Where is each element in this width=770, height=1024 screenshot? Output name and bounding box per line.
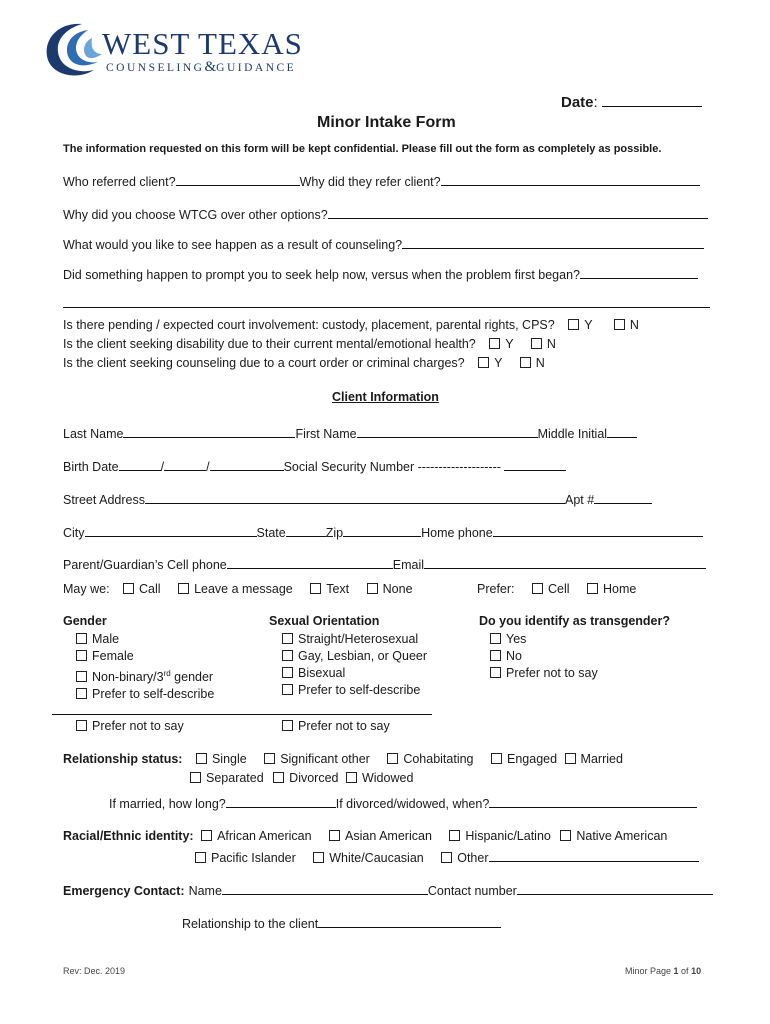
widowed-label: Widowed <box>361 771 414 785</box>
separated-checkbox[interactable] <box>190 772 201 783</box>
racial-row-1 <box>63 829 667 843</box>
engaged-label: Engaged <box>507 752 558 766</box>
pacific-islander-checkbox[interactable] <box>195 852 206 863</box>
who-referred-input[interactable] <box>176 173 300 186</box>
relationship-row-1 <box>63 752 623 766</box>
last-name-label: Last Name <box>63 427 124 441</box>
page-total: 10 <box>691 966 702 976</box>
disability-no-checkbox[interactable] <box>531 338 542 349</box>
hispanic-label: Hispanic/Latino <box>465 829 551 843</box>
apt-label: Apt # <box>565 493 595 507</box>
address-row <box>63 491 652 507</box>
date-label: Date <box>561 94 594 111</box>
transgender-option[interactable] <box>490 665 598 682</box>
relationship-row-2 <box>190 771 413 785</box>
emergency-relationship-row <box>182 915 501 931</box>
leave-message-checkbox[interactable] <box>178 583 189 594</box>
gender-heading: Gender <box>63 614 107 628</box>
married-label: Married <box>580 752 623 766</box>
single-label: Single <box>211 752 247 766</box>
gender-options <box>76 631 214 703</box>
significant-other-label: Significant other <box>280 752 370 766</box>
gender-not-say[interactable] <box>76 719 184 733</box>
emergency-relationship-label: Relationship to the client <box>182 917 319 931</box>
court-order-yes-label: Y <box>494 356 503 370</box>
self-describe-line[interactable] <box>52 714 432 715</box>
orientation-gay-label: Gay, Lesbian, or Queer <box>298 649 428 663</box>
engaged-checkbox[interactable] <box>491 753 502 764</box>
african-american-checkbox[interactable] <box>201 830 212 841</box>
divorced-when-label: If divorced/widowed, when? <box>335 797 490 811</box>
email-label: Email <box>392 558 425 572</box>
disability-no-label: N <box>546 337 556 351</box>
first-name-input[interactable] <box>357 425 538 438</box>
birth-row <box>63 458 566 474</box>
court-order-label: Is the client seeking counseling due to a court order or criminal charges? <box>63 356 465 370</box>
white-checkbox[interactable] <box>313 852 324 863</box>
last-name-input[interactable] <box>123 425 295 438</box>
gender-self-describe-label: Prefer to self-describe <box>92 687 215 702</box>
apt-input[interactable] <box>594 491 652 504</box>
call-checkbox[interactable] <box>123 583 134 594</box>
gender-male-label: Male <box>92 632 120 646</box>
orientation-not-say-label: Prefer not to say <box>298 719 390 733</box>
referral-row <box>63 173 700 189</box>
text-checkbox[interactable] <box>310 583 321 594</box>
disability-row <box>63 337 556 351</box>
prompt-row <box>63 266 698 282</box>
transgender-yes-checkbox[interactable] <box>490 633 501 644</box>
home-phone-input[interactable] <box>493 524 703 537</box>
court-no-checkbox[interactable] <box>614 319 625 330</box>
why-refer-input[interactable] <box>441 173 700 186</box>
cell-input[interactable] <box>227 556 393 569</box>
disability-yes-label: Y <box>505 337 514 351</box>
logo-sub-a: COUNSELING <box>106 62 205 74</box>
logo-subtitle <box>106 59 296 76</box>
native-american-checkbox[interactable] <box>560 830 571 841</box>
prompt-label: Did something happen to prompt you to seek help now, versus when the problem first began? <box>63 268 580 282</box>
transgender-no-label: No <box>506 649 522 663</box>
page-prefix: Minor Page <box>625 966 674 976</box>
orientation-bisexual-label: Bisexual <box>298 666 346 680</box>
prompt-continuation-line[interactable] <box>63 307 710 308</box>
ssn-label: Social Security Number -------------------- <box>283 460 501 474</box>
zip-label: Zip <box>325 526 344 540</box>
gender-option[interactable] <box>76 631 214 648</box>
name-row <box>63 425 637 441</box>
logo-sub-b: GUIDANCE <box>216 62 297 74</box>
cohabitating-checkbox[interactable] <box>387 753 398 764</box>
happen-row <box>63 236 704 252</box>
transgender-not-say-checkbox[interactable] <box>490 667 501 678</box>
street-input[interactable] <box>145 491 565 504</box>
racial-label: Racial/Ethnic identity: <box>63 829 194 843</box>
who-referred-label: Who referred client? <box>63 175 176 189</box>
logo-title: WEST TEXAS <box>102 26 303 61</box>
orientation-option[interactable] <box>282 648 427 665</box>
date-input[interactable] <box>602 94 702 107</box>
asian-american-label: Asian American <box>345 829 432 843</box>
transgender-option[interactable] <box>490 648 598 665</box>
zip-input[interactable] <box>343 524 421 537</box>
married-how-long-input[interactable] <box>226 795 336 808</box>
revision-date: Rev: Dec. 2019 <box>63 966 126 976</box>
married-checkbox[interactable] <box>565 753 576 764</box>
transgender-option[interactable] <box>490 631 598 648</box>
orientation-gay-checkbox[interactable] <box>282 650 293 661</box>
city-row <box>63 524 703 540</box>
gender-option[interactable] <box>76 665 214 686</box>
pacific-islander-label: Pacific Islander <box>211 851 296 865</box>
orientation-bisexual-checkbox[interactable] <box>282 667 293 678</box>
leave-message-label: Leave a message <box>194 582 293 596</box>
slash-2: / <box>206 460 210 474</box>
court-label: Is there pending / expected court involvement: custody, placement, parental rights, CPS? <box>63 318 555 332</box>
native-american-label: Native American <box>576 829 668 843</box>
gender-nonbinary-label: Non-binary/3 <box>92 670 164 685</box>
prefer-home-checkbox[interactable] <box>587 583 598 594</box>
confidential-notice: The information requested on this form will be kept confidential. Please fill out the form as completely as possible. <box>63 143 662 155</box>
disability-yes-checkbox[interactable] <box>489 338 500 349</box>
transgender-options <box>490 631 598 682</box>
other-race-checkbox[interactable] <box>441 852 452 863</box>
court-order-no-label: N <box>535 356 545 370</box>
email-input[interactable] <box>424 556 706 569</box>
first-name-label: First Name <box>295 427 357 441</box>
orientation-not-say[interactable] <box>282 719 390 733</box>
none-label: None <box>382 582 413 596</box>
disability-label: Is the client seeking disability due to their current mental/emotional health? <box>63 337 476 351</box>
home-phone-label: Home phone <box>421 526 493 540</box>
prompt-input[interactable] <box>580 266 698 279</box>
client-info-heading: Client Information <box>332 390 439 404</box>
call-label: Call <box>139 582 161 596</box>
orientation-option[interactable] <box>282 665 427 682</box>
logo <box>42 20 332 78</box>
relationship-label: Relationship status: <box>63 752 183 766</box>
page-num: 1 <box>673 966 679 976</box>
happen-input[interactable] <box>402 236 704 249</box>
court-order-row <box>63 356 545 370</box>
gender-female-label: Female <box>92 649 134 663</box>
hispanic-checkbox[interactable] <box>449 830 460 841</box>
court-yes-checkbox[interactable] <box>568 319 579 330</box>
other-race-label: Other <box>457 851 489 865</box>
prefer-label: Prefer: <box>477 582 515 596</box>
orientation-option[interactable] <box>282 631 427 648</box>
logo-swirl-icon <box>42 20 106 78</box>
city-label: City <box>63 526 85 540</box>
emergency-name-input[interactable] <box>222 882 428 895</box>
may-we-label: May we: <box>63 582 110 596</box>
orientation-straight-label: Straight/Heterosexual <box>298 632 419 646</box>
white-label: White/Caucasian <box>329 851 424 865</box>
divorced-when-input[interactable] <box>489 795 697 808</box>
court-row <box>63 318 639 332</box>
cohabitating-label: Cohabitating <box>403 752 474 766</box>
ssn-input[interactable] <box>504 458 566 471</box>
gender-suffix: gender <box>170 670 214 685</box>
orientation-heading: Sexual Orientation <box>269 614 380 628</box>
state-label: State <box>256 526 286 540</box>
birth-year-input[interactable] <box>210 458 284 471</box>
single-checkbox[interactable] <box>196 753 207 764</box>
orientation-self-describe-checkbox[interactable] <box>282 684 293 695</box>
significant-other-checkbox[interactable] <box>264 753 275 764</box>
prefer-cell-label: Cell <box>548 582 570 596</box>
text-label: Text <box>326 582 350 596</box>
court-order-no-checkbox[interactable] <box>520 357 531 368</box>
orientation-self-describe-label: Prefer to self-describe <box>298 683 421 697</box>
prefer-row <box>477 582 636 596</box>
emergency-name-label: Name <box>188 884 222 898</box>
prefer-home-label: Home <box>603 582 637 596</box>
happen-label: What would you like to see happen as a result of counseling? <box>63 238 403 252</box>
gender-sup: rd <box>163 669 171 678</box>
prefer-cell-checkbox[interactable] <box>532 583 543 594</box>
cell-label: Parent/Guardian’s Cell phone <box>63 558 227 572</box>
state-input[interactable] <box>286 524 326 537</box>
married-divorced-row <box>109 795 697 811</box>
asian-american-checkbox[interactable] <box>329 830 340 841</box>
birth-month-input[interactable] <box>119 458 161 471</box>
cell-row <box>63 556 706 572</box>
logo-amp: & <box>204 59 217 75</box>
date-colon: : <box>593 94 598 111</box>
racial-row-2 <box>195 849 699 865</box>
gender-not-say-checkbox[interactable] <box>76 720 87 731</box>
orientation-options <box>282 631 427 699</box>
orientation-not-say-checkbox[interactable] <box>282 720 293 731</box>
transgender-heading: Do you identify as transgender? <box>479 614 671 628</box>
emergency-relationship-input[interactable] <box>318 915 501 928</box>
african-american-label: African American <box>217 829 312 843</box>
page-number <box>625 966 701 976</box>
court-order-yes-checkbox[interactable] <box>478 357 489 368</box>
gender-option[interactable] <box>76 648 214 665</box>
gender-nonbinary-checkbox[interactable] <box>76 671 87 682</box>
emergency-label: Emergency Contact: <box>63 884 185 898</box>
middle-initial-label: Middle Initial <box>537 427 608 441</box>
gender-option[interactable] <box>76 686 214 703</box>
page-title: Minor Intake Form <box>317 114 456 131</box>
other-race-input[interactable] <box>489 849 699 862</box>
orientation-straight-checkbox[interactable] <box>282 633 293 644</box>
orientation-option[interactable] <box>282 682 427 699</box>
contact-row <box>63 582 413 596</box>
gender-male-checkbox[interactable] <box>76 633 87 644</box>
married-how-long-label: If married, how long? <box>109 797 226 811</box>
none-checkbox[interactable] <box>367 583 378 594</box>
court-yes-label: Y <box>584 318 593 332</box>
city-input[interactable] <box>85 524 257 537</box>
birth-date-label: Birth Date <box>63 460 119 474</box>
divorced-checkbox[interactable] <box>273 772 284 783</box>
page-of: of <box>678 966 692 976</box>
birth-day-input[interactable] <box>164 458 206 471</box>
emergency-row <box>63 882 713 898</box>
why-refer-label: Why did they refer client? <box>299 175 441 189</box>
why-choose-input[interactable] <box>328 206 708 219</box>
gender-female-checkbox[interactable] <box>76 650 87 661</box>
widowed-checkbox[interactable] <box>346 772 357 783</box>
emergency-number-input[interactable] <box>517 882 713 895</box>
why-choose-label: Why did you choose WTCG over other options? <box>63 208 328 222</box>
slash-1: / <box>160 460 165 474</box>
court-no-label: N <box>629 318 639 332</box>
why-choose-row <box>63 206 708 222</box>
street-label: Street Address <box>63 493 145 507</box>
transgender-yes-label: Yes <box>506 632 527 646</box>
emergency-number-label: Contact number <box>427 884 517 898</box>
gender-self-describe-checkbox[interactable] <box>76 688 87 699</box>
date-field[interactable] <box>561 94 702 111</box>
divorced-label: Divorced <box>289 771 339 785</box>
transgender-not-say-label: Prefer not to say <box>506 666 598 680</box>
separated-label: Separated <box>206 771 264 785</box>
gender-not-say-label: Prefer not to say <box>92 719 184 733</box>
middle-initial-input[interactable] <box>607 425 637 438</box>
transgender-no-checkbox[interactable] <box>490 650 501 661</box>
